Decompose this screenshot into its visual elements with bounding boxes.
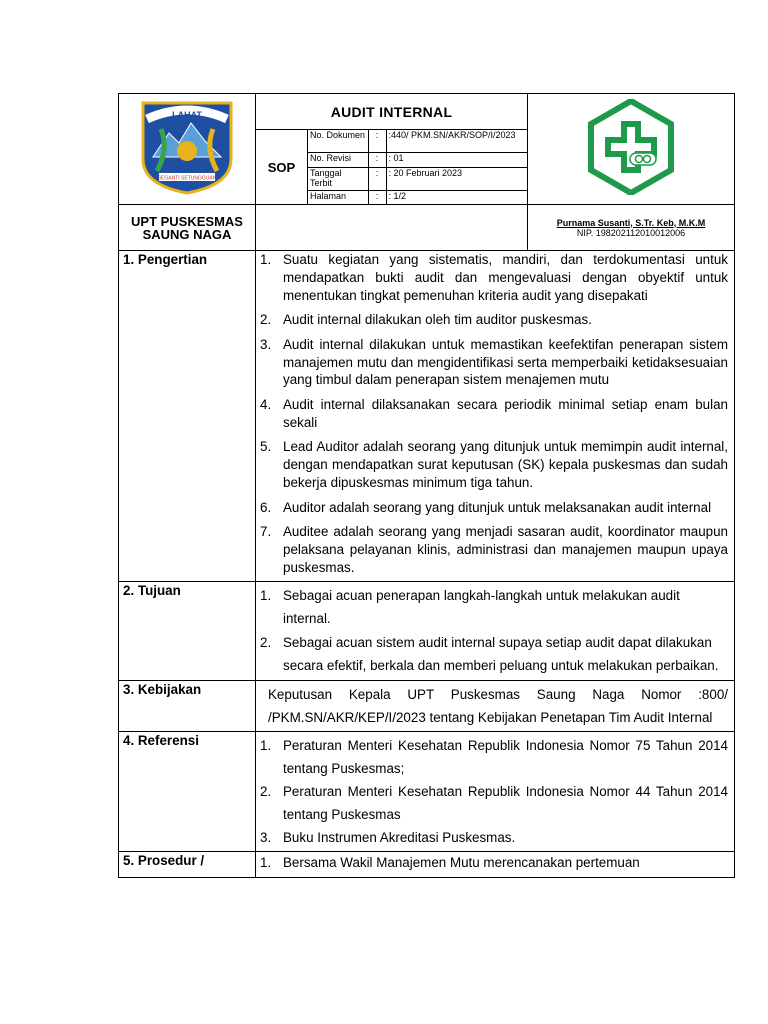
item-text: Peraturan Menteri Kesehatan Republik Indonesia Nomor 75 Tahun 2014 tentang Puskesmas; bbox=[283, 737, 728, 776]
meta-value: :440/ PKM.SN/AKR/SOP/I/2023 bbox=[386, 130, 527, 152]
list-item bbox=[260, 251, 728, 304]
item-number: 5. bbox=[260, 439, 272, 455]
section-label: 3. Kebijakan bbox=[119, 680, 256, 731]
tujuan-list bbox=[260, 584, 728, 678]
item-text: Sebagai acuan sistem audit internal supaya setiap audit dapat dilakukan secara efektif, berkala dan memberi peluang untuk melakukan perbaikan. bbox=[283, 634, 719, 674]
sop-header-table bbox=[118, 93, 735, 251]
sop-document bbox=[118, 93, 734, 878]
item-number: 1. bbox=[260, 854, 272, 870]
section-label: 1. Pengertian bbox=[119, 251, 256, 582]
item-number: 3. bbox=[260, 336, 272, 352]
section-label: 4. Referensi bbox=[119, 731, 256, 851]
item-number: 2. bbox=[260, 312, 272, 328]
section-label: 2. Tujuan bbox=[119, 581, 256, 680]
section-kebijakan bbox=[119, 680, 735, 731]
item-number: 2. bbox=[260, 634, 272, 650]
list-item bbox=[260, 311, 728, 329]
item-text: Audit internal dilakukan untuk memastikan keefektifan penerapan sistem manajemen mutu dan mengidentifikasi serta memperbaiki ketidaksesuaian yang timbul dalam penerapan sistem menajemen mutu bbox=[283, 336, 728, 388]
list-item bbox=[260, 584, 728, 631]
meta-colon: : bbox=[368, 190, 386, 204]
lahat-regency-logo bbox=[139, 99, 235, 195]
signer-nip: NIP. 198202112010012006 bbox=[576, 227, 686, 238]
item-text: Auditee adalah seorang yang menjadi sasaran audit, koordinator maupun pelaksana pelayanan klinis, administrasi dan manajemen maupun upaya puskesmas. bbox=[283, 524, 728, 575]
empty-signature-cell bbox=[256, 205, 528, 251]
item-text: Peraturan Menteri Kesehatan Republik Indonesia Nomor 44 Tahun 2014 tentang Puskesmas bbox=[283, 783, 728, 822]
item-text: Audit internal dilaksanakan secara periodik minimal setiap enam bulan sekali bbox=[283, 396, 728, 430]
sop-body-table bbox=[118, 250, 735, 878]
section-content bbox=[256, 581, 735, 680]
list-item bbox=[260, 499, 728, 517]
item-number: 2. bbox=[260, 783, 272, 799]
section-content bbox=[256, 851, 735, 877]
signature-cell bbox=[528, 205, 735, 251]
meta-label: Tanggal Terbit bbox=[308, 167, 368, 190]
item-number: 1. bbox=[260, 737, 272, 753]
section-content bbox=[256, 251, 735, 582]
signer-name: Purnama Susanti, S.Tr. Keb, M.K.M bbox=[556, 217, 706, 228]
list-item bbox=[260, 854, 728, 872]
item-text: Buku Instrumen Akreditasi Puskesmas. bbox=[283, 829, 516, 845]
section-prosedur bbox=[119, 851, 735, 877]
section-pengertian bbox=[119, 251, 735, 582]
referensi-list bbox=[260, 734, 728, 849]
meta-label: No. Dokumen bbox=[308, 130, 368, 152]
item-number: 6. bbox=[260, 499, 272, 515]
meta-colon: : bbox=[368, 167, 386, 190]
meta-label: Halaman bbox=[308, 190, 368, 204]
meta-value: : 20 Februari 2023 bbox=[386, 167, 527, 190]
document-title: AUDIT INTERNAL bbox=[256, 94, 528, 130]
item-number: 4. bbox=[260, 396, 272, 412]
item-text: Lead Auditor adalah seorang yang ditunjuk untuk memimpin audit internal, dengan mendapatkan surat keputusan (SK) kepala puskesmas dan sudah bekerja dipuskesmas minimum tiga tahun. bbox=[283, 439, 728, 490]
list-item bbox=[260, 734, 728, 780]
meta-label: No. Revisi bbox=[308, 152, 368, 167]
section-referensi bbox=[119, 731, 735, 851]
item-text: Sebagai acuan penerapan langkah-langkah untuk melakukan audit internal. bbox=[283, 587, 680, 627]
list-item bbox=[260, 523, 728, 576]
sop-label: SOP bbox=[256, 130, 308, 205]
organization-name: UPT PUSKESMAS SAUNG NAGA bbox=[119, 205, 256, 251]
item-text: Bersama Wakil Manajemen Mutu merencanakan pertemuan bbox=[283, 854, 640, 870]
list-item bbox=[260, 826, 728, 849]
section-content bbox=[256, 680, 735, 731]
svg-text:SEGANTI SETUNGGUAN: SEGANTI SETUNGGUAN bbox=[157, 175, 217, 181]
meta-colon: : bbox=[368, 130, 386, 152]
list-item bbox=[260, 438, 728, 491]
list-item bbox=[260, 631, 728, 678]
lahat-logo-cell bbox=[119, 94, 256, 205]
item-number: 1. bbox=[260, 252, 272, 267]
item-number: 1. bbox=[260, 587, 272, 603]
item-text: Auditor adalah seorang yang ditunjuk untuk melaksanakan audit internal bbox=[283, 499, 712, 515]
list-item bbox=[260, 396, 728, 432]
document-meta-table bbox=[308, 130, 527, 204]
meta-colon: : bbox=[368, 152, 386, 167]
item-number: 3. bbox=[260, 829, 272, 845]
section-tujuan bbox=[119, 581, 735, 680]
list-item bbox=[260, 780, 728, 826]
item-text: Suatu kegiatan yang sistematis, mandiri, dan terdokumentasi untuk mendapatkan bukti audit dan mengevaluasi dengan obyektif untuk menentukan tingkat pemenuhan kriteria audit yang disepakati bbox=[283, 252, 728, 303]
puskesmas-logo bbox=[583, 99, 679, 195]
meta-value: : 01 bbox=[386, 152, 527, 167]
document-meta-cell bbox=[308, 130, 528, 205]
section-content bbox=[256, 731, 735, 851]
list-item bbox=[260, 336, 728, 389]
section-label: 5. Prosedur / bbox=[119, 851, 256, 877]
meta-value: : 1/2 bbox=[386, 190, 527, 204]
item-number: 7. bbox=[260, 524, 272, 540]
item-text: Audit internal dilakukan oleh tim auditor puskesmas. bbox=[283, 312, 592, 328]
kebijakan-text: Keputusan Kepala UPT Puskesmas Saung Naga Nomor :800/ /PKM.SN/AKR/KEP/I/2023 tentang Kebijakan Penetapan Tim Audit Internal bbox=[268, 686, 728, 725]
pengertian-list bbox=[260, 251, 728, 577]
puskesmas-logo-cell bbox=[528, 94, 735, 205]
svg-text:LAHAT: LAHAT bbox=[172, 109, 202, 120]
prosedur-list bbox=[260, 854, 728, 872]
